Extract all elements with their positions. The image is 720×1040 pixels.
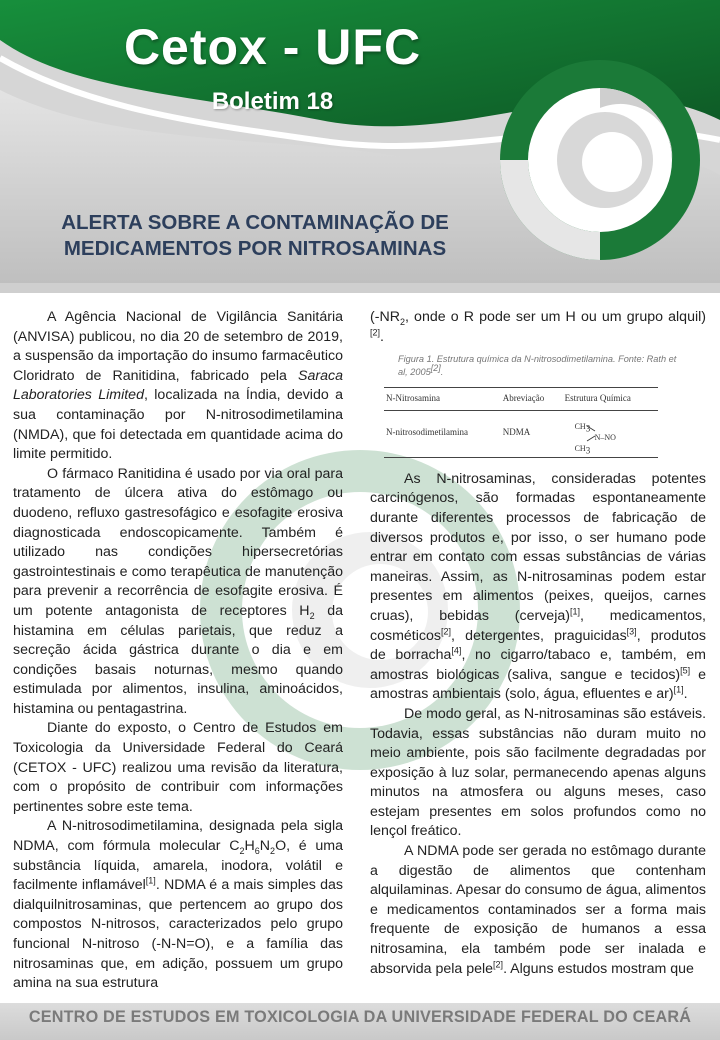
footer-bar [0, 1003, 720, 1040]
article-column-right [370, 308, 706, 979]
table-cell [563, 410, 658, 457]
app-title: Cetox - UFC [123, 19, 422, 75]
table-cell: N-nitrosodimetilamina [384, 410, 501, 457]
headline-line-1: ALERTA SOBRE A CONTAMINAÇÃO DE [61, 211, 449, 234]
bulletin-number: Boletim 18 [211, 88, 334, 115]
figure-table [384, 387, 658, 458]
table-header: N-Nitrosamina [384, 388, 501, 411]
table-cell: NDMA [501, 410, 563, 457]
article-column-left [13, 308, 343, 1000]
paragraph: A N-nitrosodimetilamina, designada pela sigla NDMA, com fórmula molecular $C_2H_6N_2O$, é uma substância líquida, amarela, inodora, volátil e facilmente inflamável[1]. NDMA é a mais simples das dialquilnitrosaminas, que pertencem ao grupo dos compostos N-nitrosos, caracterizados pelo grupo funcional N-nitroso (-N-N=O), e a família das nitrosaminas que, em adição, possuem um grupo amina na sua estrutura [13, 818, 343, 992]
paragraph: Diante do exposto, o Centro de Estudos em Toxicologia da Universidade Federal do Ceará (CETOX - UFC) realizou uma revisão da literatura, com o propósito de contribuir com informações pertinentes sobre este tema. [13, 720, 343, 815]
table-header: Abreviação [501, 388, 563, 411]
paragraph: A NDMA pode ser gerada no estômago durante a digestão de alimentos que contenham alquilaminas. Apesar do consumo de água, alimentos e medicamentos contaminados ser a forma mais frequente de exposição de humanos a essa nitrosamina, ela também pode ser inalada e absorvida pela pele[2]. Alguns estudos mostram que [370, 843, 706, 977]
paragraph: O fármaco Ranitidina é usado por via oral para tratamento de úlcera ativa do estômago ou duodeno, refluxo gastresofágico e esofagite erosiva diagnosticada endoscopicamente. Também é utilizado nas condições hipersecretórias gastrointestinais e como terapêutica de manutenção para prevenir a recorrência de esofagite erosiva. É um potente antagonista de receptores $H_2$ da histamina em células parietais, que reduz a secreção ácida gástrica durante o dia e em condições basais noturnas, mesmo quando estimulada por alimentos, insulina, aminoácidos, histamina ou pentagastrina. [13, 465, 343, 717]
table-header: Estrutura Química [563, 388, 658, 411]
footer-text: CENTRO DE ESTUDOS EM TOXICOLOGIA DA UNIVERSIDADE FEDERAL DO CEARÁ [28, 1008, 692, 1026]
headline-line-2: MEDICAMENTOS POR NITROSAMINAS [63, 237, 447, 260]
figure-1 [370, 353, 706, 458]
paragraph: De modo geral, as N-nitrosaminas são estáveis. Todavia, essas substâncias não duram muito no meio ambiente, pois são facilmente degradadas por exposição à luz solar, permanecendo apenas alguns minutos na atmosfera ou alguns meses, caso estejam presentes em solos profundos como no lençol freático. [370, 705, 707, 840]
figure-caption: Figura 1. Estrutura química da N-nitrosodimetilamina. Fonte: Rath et al, 2005[2]. [398, 354, 677, 378]
ndma-structure-diagram: $CH_3$ N–NO $CH_3$ [574, 421, 616, 456]
paragraph: A Agência Nacional de Vigilância Sanitária (ANVISA) publicou, no dia 20 de setembro de 2019, a suspensão da importação do insumo farmacêutico Cloridrato de Ranitidina, fabricado pela Saraca Laboratories Limited, localizada na Índia, devido a sua contaminação por N-nitrosodimetilamina (NMDA), que foi detectada em quantidade acima do limite permitido. [13, 309, 343, 463]
paragraph: ($-NR_2$, onde o R pode ser um H ou um grupo alquil)[2]. [370, 309, 706, 345]
header-banner [0, 0, 720, 293]
paragraph: As N-nitrosaminas, consideradas potentes carcinógenos, são formadas espontaneamente durante diferentes processos de fabricação de diversos produtos e, por isso, o ser humano pode entrar em contato com essas substâncias de várias maneiras. Assim, as N-nitrosaminas podem estar presentes em alimentos (peixes, queijos, carnes cruas), bebidas (cerveja)[1], medicamentos, cosméticos[2], detergentes, praguicidas[3], produtos de borracha[4], no cigarro/tabaco e, também, em amostras biológicas (saliva, sangue e tecidos)[5] e amostras ambientais (solo, água, efluentes e ar)[1]. [370, 470, 706, 703]
